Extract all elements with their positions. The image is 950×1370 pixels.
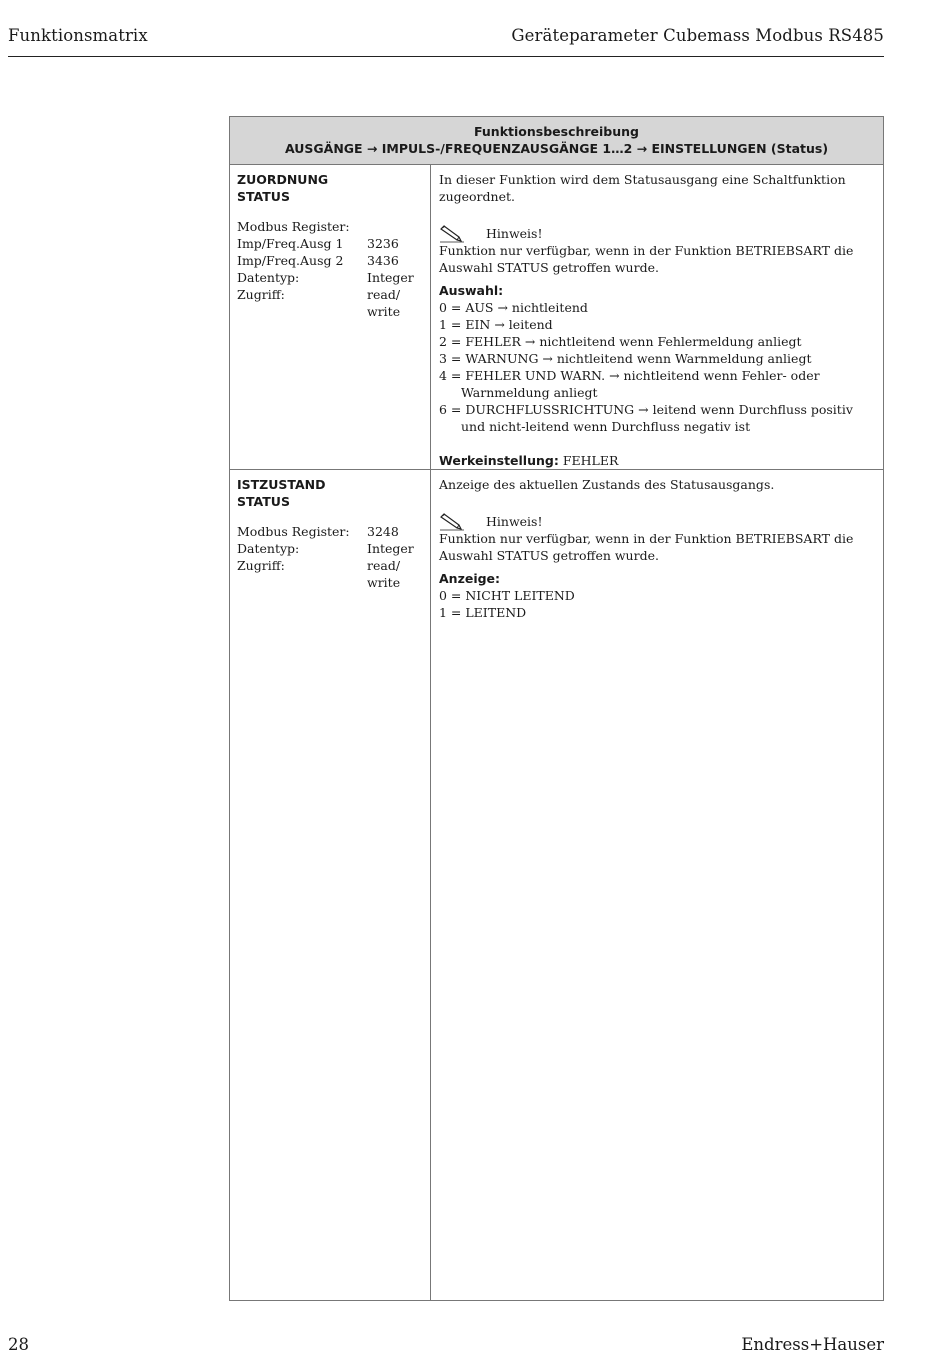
note-heading [439, 513, 877, 530]
note-text: Funktion nur verfügbar, wenn in der Funktion BETRIEBSART die Auswahl STATUS getroffen wurde. [439, 243, 854, 275]
note-label: Hinweis! [486, 514, 543, 529]
register-row [237, 523, 430, 540]
register-value: read/ [367, 558, 401, 573]
default-value: FEHLER [562, 453, 619, 468]
function-description: Anzeige des aktuellen Zustands des Statusausgangs. [439, 477, 775, 492]
register-row [237, 574, 430, 591]
option-item: 3 = WARNUNG → nichtleitend wenn Warnmeldung anliegt [439, 351, 812, 366]
register-row [237, 252, 430, 269]
register-value: 3436 [367, 253, 399, 268]
header-document-title: Geräteparameter Cubemass Modbus RS485 [511, 26, 884, 45]
register-key: Datentyp: [237, 541, 300, 556]
register-key: Modbus Register: [237, 219, 350, 234]
option-item: 1 = LEITEND [439, 605, 527, 620]
register-row [237, 303, 430, 320]
function-name [237, 476, 430, 510]
register-key: Zugriff: [237, 287, 285, 302]
note-text: Funktion nur verfügbar, wenn in der Funktion BETRIEBSART die Auswahl STATUS getroffen wurde. [439, 531, 854, 563]
register-value: read/ [367, 287, 401, 302]
register-value: write [367, 575, 401, 590]
header-rule [8, 56, 884, 57]
table-row [230, 165, 883, 470]
register-row [237, 557, 430, 574]
function-description-cell [431, 165, 883, 469]
table-header-title: Funktionsbeschreibung [473, 124, 639, 139]
function-name-line: STATUS [237, 494, 290, 509]
page-number: 28 [8, 1335, 29, 1354]
function-name-line: ISTZUSTAND [237, 477, 326, 492]
function-table [229, 116, 884, 1301]
register-value: Integer [367, 541, 414, 556]
register-key: Imp/Freq.Ausg 1 [237, 236, 344, 251]
function-name-line: ZUORDNUNG [237, 172, 329, 187]
pencil-note-icon [439, 513, 465, 531]
register-value: 3248 [367, 524, 399, 539]
brand-name: Endress+Hauser [741, 1335, 884, 1354]
register-key: Datentyp: [237, 270, 300, 285]
register-info [237, 218, 430, 320]
option-item: 2 = FEHLER → nichtleitend wenn Fehlermeldung anliegt [439, 334, 802, 349]
table-row [230, 470, 883, 1300]
register-value: write [367, 304, 401, 319]
register-key [237, 303, 367, 320]
function-name-cell [230, 470, 431, 1300]
function-name [237, 171, 430, 205]
register-row [237, 286, 430, 303]
table-header-path: AUSGÄNGE → IMPULS-/FREQUENZAUSGÄNGE 1…2 → EINSTELLUNGEN (Status) [284, 141, 829, 156]
table-header [230, 117, 883, 165]
register-info [237, 523, 430, 591]
header-section-title: Funktionsmatrix [8, 26, 148, 45]
function-description: In dieser Funktion wird dem Statusausgang eine Schaltfunktion zugeordnet. [439, 172, 846, 204]
option-item: 4 = FEHLER UND WARN. → nichtleitend wenn Fehler- oder Warnmeldung anliegt [439, 368, 820, 400]
function-description-cell [431, 470, 883, 1300]
pencil-note-icon [439, 225, 465, 243]
register-row [237, 218, 430, 235]
register-key [237, 574, 367, 591]
option-item: 0 = NICHT LEITEND [439, 588, 575, 603]
register-value: 3236 [367, 236, 399, 251]
register-value [367, 218, 422, 235]
option-item: 6 = DURCHFLUSSRICHTUNG → leitend wenn Durchfluss positiv und nicht-leitend wenn Durchfluss negativ ist [439, 402, 853, 434]
register-key: Modbus Register: [237, 524, 350, 539]
default-setting [439, 452, 877, 469]
register-key: Imp/Freq.Ausg 2 [237, 253, 344, 268]
register-row [237, 540, 430, 557]
register-key: Zugriff: [237, 558, 285, 573]
note-heading [439, 225, 877, 242]
option-item: 0 = AUS → nichtleitend [439, 300, 588, 315]
note-label: Hinweis! [486, 226, 543, 241]
option-item: 1 = EIN → leitend [439, 317, 553, 332]
options-label: Auswahl: [439, 283, 504, 298]
register-row [237, 269, 430, 286]
register-row [237, 235, 430, 252]
default-label: Werkeinstellung: [439, 453, 559, 468]
function-name-line: STATUS [237, 189, 290, 204]
display-label: Anzeige: [439, 571, 501, 586]
register-value: Integer [367, 270, 414, 285]
function-name-cell [230, 165, 431, 469]
